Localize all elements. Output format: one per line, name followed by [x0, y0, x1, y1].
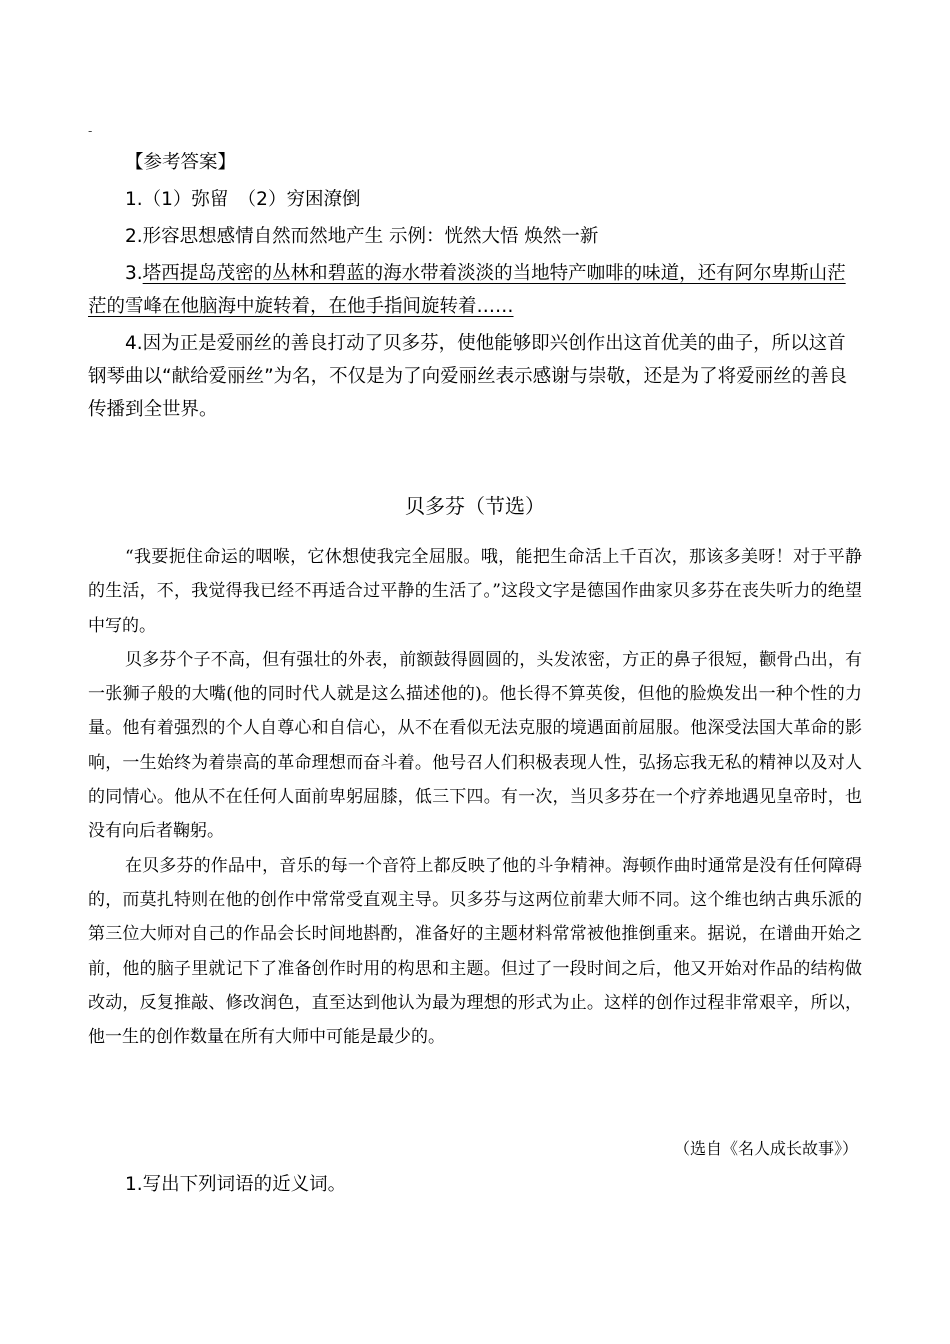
article-paragraph-2: 贝多芬个子不高，但有强壮的外表，前额鼓得圆圆的，头发浓密，方正的鼻子很短，颧骨凸出，有一张狮子般的大嘴(他的同时代人就是这么描述他的)。他长得不算英俊，但他的脸焕发出一种个性的力量。他有着强烈的个人自尊心和自信心，从不在看似无法克服的境遇面前屈服。他深受法国大革命的影响，一生始终为着崇高的革命理想而奋斗着。他号召人们积极表现人性，弘扬忘我无私的精神以及对人的同情心。他从不在任何人面前卑躬屈膝，低三下四。有一次，当贝多芬在一个疗养地遇见皇帝时，也没有向后者鞠躬。 [88, 649, 862, 842]
article-paragraph-3: 在贝多芬的作品中，音乐的每一个音符上都反映了他的斗争精神。海顿作曲时通常是没有任何障碍的，而莫扎特则在他的创作中常常受直观主导。贝多芬与这两位前辈大师不同。这个维也纳古典乐派的第三位大师对自己的作品会长时间地斟酌，准备好的主题材料常常被他推倒重来。据说，在谱曲开始之前，他的脑子里就记下了准备创作时用的构思和主题。但过了一段时间之后，他又开始对作品的结构做改动，反复推敲、修改润色，直至达到他认为最为理想的形式为止。这样的创作过程非常艰辛，所以，他一生的创作数量在所有大师中可能是最少的。 [88, 855, 862, 1048]
answer-item-3 [88, 257, 864, 323]
page-mark: - [88, 124, 93, 138]
article-title: 贝多芬（节选） [405, 494, 545, 518]
answer-item-4: 4.因为正是爱丽丝的善良打动了贝多芬，使他能够即兴创作出这首优美的曲子，所以这首钢琴曲以“献给爱丽丝”为名，不仅是为了向爱丽丝表示感谢与崇敬，还是为了将爱丽丝的善良传播到全世界。 [88, 333, 848, 420]
answer-item-2: 2.形容思想感情自然而然地产生 示例：恍然大悟 焕然一新 [125, 226, 599, 247]
article-body [88, 540, 862, 1054]
answer-section [88, 146, 864, 430]
question-1: 1.写出下列词语的近义词。 [125, 1174, 347, 1195]
answer-item-1: 1.（1）弥留 （2）穷困潦倒 [125, 189, 361, 210]
answer-item-3-underlined-text: 塔西提岛茂密的丛林和碧蓝的海水带着淡淡的当地特产咖啡的味道，还有阿尔卑斯山茫茫的雪峰在他脑海中旋转着，在他手指间旋转着…… [88, 263, 846, 317]
answer-heading: 【参考答案】 [125, 152, 237, 173]
article-paragraph-1: “我要扼住命运的咽喉，它休想使我完全屈服。哦，能把生命活上千百次，那该多美呀！对于平静的生活，不，我觉得我已经不再适合过平静的生活了。”这段文字是德国作曲家贝多芬在丧失听力的绝望中写的。 [88, 547, 862, 636]
answer-item-3-number: 3. [125, 263, 143, 284]
article-source: （选自《名人成长故事》） [673, 1139, 858, 1158]
